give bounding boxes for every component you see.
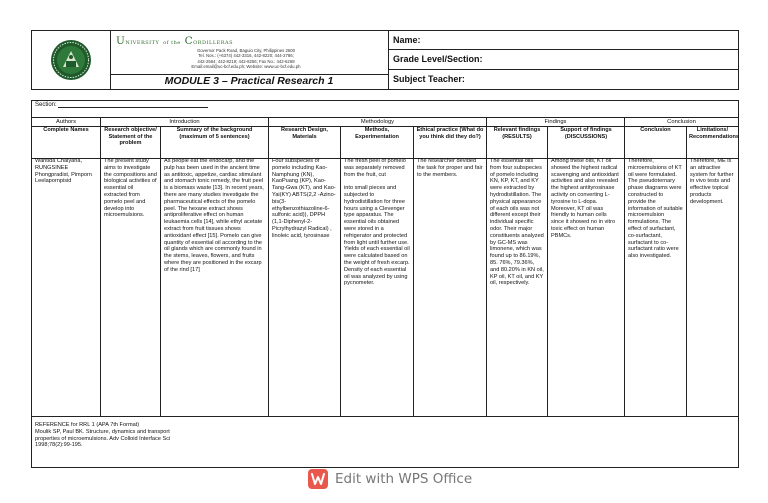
group-introduction: Introduction (101, 118, 269, 126)
cell-conclusion[interactable]: Therefore, microemulsions of KT oil were formulated. The pseudoternary phase diagrams were constructed to provide the information of suitable microemulsion formulations. The effect of surfactant, co-surfactant, surfactant to co-surfactant ratio were also investigated. (625, 158, 687, 416)
university-address: Governor Pack Road, Baguio City, Philippines 2600 Tel. Nos.: (+6374) 442-3316, 442-8220; 444-2786; 442-2564; 442-8219; 442-8256; Fax No.: 442-6268 Email:email@uc-bcf.edu.ph; Website: www.uc-bcf.edu.ph (191, 48, 301, 69)
subject-teacher-field[interactable]: Subject Teacher: (393, 73, 465, 84)
section-input-line[interactable] (58, 101, 208, 108)
cell-limitations[interactable]: Therefore, ME is an attractive system for further in vivo tests and effective topical products development. (690, 158, 734, 205)
grade-level-field[interactable]: Grade Level/Section: (388, 50, 738, 69)
table-row (32, 158, 738, 417)
university-info-cell (110, 31, 389, 89)
cell-authors[interactable]: Wantida Chaiyana, RUNGSINEE Phongpradist, Pimporn Leelapornpisid (32, 158, 101, 416)
cell-ethics[interactable]: The researcher devided the task for proper and fair to the members. (414, 158, 487, 416)
group-authors: Authors (32, 118, 101, 126)
group-conclusion: Conclusion (667, 119, 696, 125)
group-findings: Findings (487, 118, 625, 126)
section-row (32, 101, 738, 118)
university-seal-icon (32, 31, 110, 89)
wps-banner-label: Edit with WPS Office (335, 471, 473, 487)
wps-logo-icon (308, 469, 328, 489)
cell-design[interactable]: Four subspecies of pomelo including Kao-Namphung (KN), KaoPuang (KP), Kao-Tang-Gwa (KT), and Kao-Yai(KY) ABTS(2,2 -Azino-bis(3-ethylbenzothiazoline-6-sulfonic acid)), DPPH (1,1-Diphenyl-2-Picrylhydrazyl Radical) , linoleic acid, tyrosinase (269, 158, 341, 416)
university-name: UNIVERSITY of the CORDILLERAS (116, 35, 234, 47)
column-header-row (32, 126, 738, 159)
col-relevant-findings: Relevant findings (RESULTS) (487, 126, 548, 158)
reference-block[interactable]: REFERENCE for RRL 1 (APA 7th Format) Moulik SP, Paul BK. Structure, dynamics and transport properties of microemulsions. Adv Colloid Interface Sci 1998;78(2):99-195. (35, 422, 171, 449)
document-header (31, 30, 739, 90)
col-research-objective: Research objective/ Statement of the problem (101, 126, 161, 158)
col-support-findings: Support of findings (DISCUSSIONS) (548, 126, 625, 158)
col-background-summary: Summary of the background (maximum of 5 sentences) (161, 126, 269, 158)
cell-methods[interactable]: The fresh peel of pomelo was separately removed from the fruit, cut into small pieces and subjected to hydrodistillation for three hours using a Clevenger type apparatus. The essential oils obtained were stored in a refrigerator and protected from light until further use. Yields of each essential oil were calculated based on the weight of fresh excarp. Density of each essential oil was analyzed by using pycnometer. (341, 158, 414, 416)
cell-objective[interactable]: The present study aims to investigate the compositions and biological activities of essential oil extracted from pomelo peel and develop into microemulsions. (101, 158, 161, 416)
group-methodology: Methodology (269, 118, 487, 126)
edit-with-wps-banner[interactable] (308, 468, 472, 490)
section-label: Section: (35, 102, 57, 108)
student-info-fields (388, 31, 738, 89)
col-conclusion: Conclusion (625, 126, 687, 158)
col-methods: Methods, Experimentation (341, 126, 414, 158)
cell-background[interactable]: As people eat the endocarp, and the pulp has been used in the ancient time as antitoxic, appetize, cardiac stimulant and stomach tonic remedy, the fruit peel is a biomass waste [13]. In recent years, there are many studies investigate the pharmaceutical effects of the pomelo peel. The hexane extract shows antiproliferative effect on human leukaemia cells [14], while ethyl acetate extract from fruit tissues shows antioxidant effect [15]. Pomelo can give quantity of essential oil according to the oil glands which are commonly found in the stems, leaves, flowers, and fruits where they are positioned in the excarp of the rind [17] (161, 158, 269, 416)
col-complete-names: Complete Names (32, 126, 101, 158)
university-seal-cell (32, 31, 111, 89)
cell-discussion[interactable]: Among these oils, KT oil showed the highest radical scavenging and antioxidant activities and also revealed the highest antityrosinase activity on converting L-tyrosine to L-dopa. Moreover, KT oil was friendly to human cells since it showed no in vitro toxic effect on human PBMCs. (548, 158, 625, 416)
col-design-materials: Research Design, Materials (269, 126, 341, 158)
name-field[interactable]: Name: (388, 31, 738, 50)
col-limitations: Limitations/ Recommendations (689, 127, 740, 140)
module-title: MODULE 3 – Practical Research 1 (164, 75, 334, 87)
col-ethical-practice: Ethical practice (What do you think did they do?) (414, 126, 487, 158)
cell-results[interactable]: The essential oils from four subspecies of pomelo including KN, KP, KT, and KY were extracted by hydrodistillation. The physical appearance of each oils was not different except their individual specific odor. Their major constituents analyzed by GC-MS was limonene, which was found up to 86.19%, 85. 76%, 79.36%, and 80.20% in KN oil, KP oil, KT oil, and KY oil, respectively. (487, 158, 548, 416)
research-matrix-table (31, 100, 739, 468)
